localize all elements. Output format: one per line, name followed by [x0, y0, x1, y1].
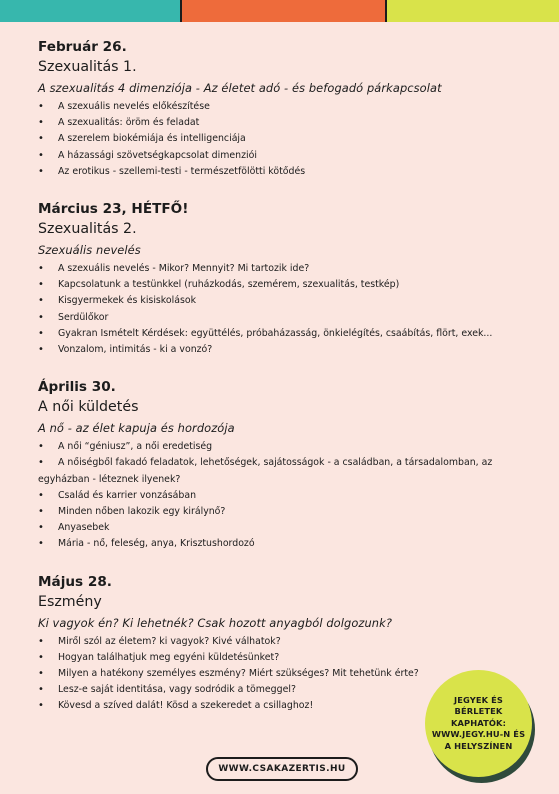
list-item: • A női “géniusz”, a női eredetiség	[38, 439, 528, 455]
list-item: • Kapcsolatunk a testünkkel (ruházkodás, szemérem, szexualitás, testkép)	[38, 277, 528, 293]
website-link[interactable]: WWW.CSAKAZERTIS.HU	[206, 757, 358, 781]
top-color-bar	[0, 0, 559, 22]
list-item: • Kövesd a szíved dalát! Kösd a szekeredet a csillaghoz!	[38, 698, 528, 714]
event-subtitle: Ki vagyok én? Ki lehetnék? Csak hozott anyagból dolgozunk?	[38, 615, 392, 630]
program-list	[38, 38, 528, 735]
list-item: • A szexualitás: öröm és feladat	[38, 115, 528, 131]
list-item: • Anyasebek	[38, 520, 528, 536]
list-item: • A szexuális nevelés - Mikor? Mennyit? Mi tartozik ide?	[38, 261, 528, 277]
event-title: Eszmény	[38, 593, 102, 610]
ticket-info-badge	[425, 670, 532, 777]
list-item: • Miről szól az életem? ki vagyok? Kivé válhatok?	[38, 634, 528, 650]
topic-list	[38, 99, 528, 180]
event-subtitle: A nő - az élet kapuja és hordozója	[38, 421, 235, 436]
list-item: • Milyen a hatékony személyes eszmény? Miért szükséges? Mit tehetünk érte?	[38, 666, 528, 682]
list-item: • Az erotikus - szellemi-testi - természetfölötti kötődés	[38, 164, 528, 180]
list-item: • Lesz-e saját identitása, vagy sodródik a tömeggel?	[38, 682, 528, 698]
event-section	[38, 38, 528, 180]
list-item: • A szexuális nevelés előkészítése	[38, 99, 528, 115]
list-item: • Hogyan találhatjuk meg egyéni küldetésünket?	[38, 650, 528, 666]
event-date: Február 26.	[38, 39, 127, 55]
list-item: • Minden nőben lakozik egy királynő?	[38, 504, 528, 520]
event-title: Szexualitás 1.	[38, 59, 137, 75]
list-item: • A nőiségből fakadó feladatok, lehetőségek, sajátosságok - a családban, a társadalomban, az egyházban - léteznek ilyenek?	[38, 455, 528, 487]
teal-bar	[0, 0, 180, 22]
event-date: Május 28.	[38, 573, 112, 590]
badge-text: JEGYEK ÉS BÉRLETEK KAPHATÓK: WWW.JEGY.HU-N ÉS A HELYSZÍNEN	[431, 694, 526, 751]
list-item: • A házassági szövetségkapcsolat dimenziói	[38, 148, 528, 164]
event-title: Szexualitás 2.	[38, 221, 137, 238]
list-item: • Mária - nő, feleség, anya, Krisztushordozó	[38, 536, 528, 552]
list-item: • A szerelem biokémiája és intelligenciája	[38, 131, 528, 147]
event-section	[38, 378, 528, 552]
event-date: Április 30.	[38, 379, 116, 396]
topic-list	[38, 261, 528, 358]
list-item: • Gyakran Ismételt Kérdések: együttélés, próbaházasság, önkielégítés, csaábítás, flört, exek...	[38, 326, 528, 342]
lime-bar	[387, 0, 559, 22]
list-item: • Kisgyermekek és kisiskolások	[38, 293, 528, 309]
event-title: A női küldetés	[38, 399, 139, 416]
list-item: • Vonzalom, intimitás - ki a vonzó?	[38, 342, 528, 358]
event-subtitle: A szexualitás 4 dimenziója - Az életet adó - és befogadó párkapcsolat	[38, 81, 442, 95]
topic-list	[38, 439, 528, 552]
list-item: • Serdülőkor	[38, 310, 528, 326]
list-item: • Család és karrier vonzásában	[38, 488, 528, 504]
orange-bar	[182, 0, 385, 22]
event-section	[38, 200, 528, 358]
event-date: Március 23, HÉTFŐ!	[38, 201, 189, 218]
event-subtitle: Szexuális nevelés	[38, 243, 141, 258]
